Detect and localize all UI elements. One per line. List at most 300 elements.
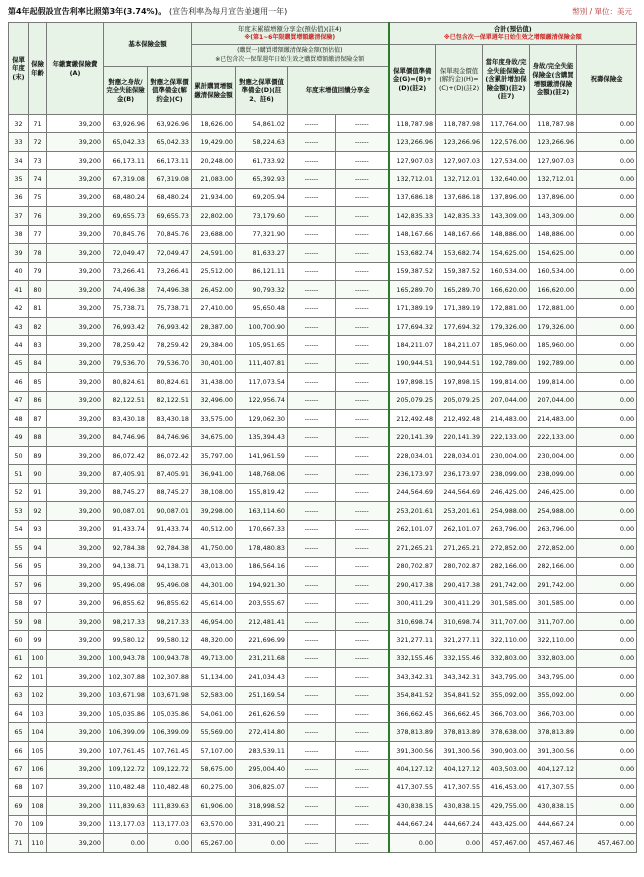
- cell-cash-value: 109,122.72: [148, 760, 192, 778]
- cell-age: 74: [29, 170, 47, 188]
- cell-death-total: 123,266.96: [530, 133, 577, 151]
- cell-increase-amount: 143,309.00: [483, 207, 530, 225]
- cell-death-total: 404,127.12: [530, 760, 577, 778]
- col-premium: 年繳實繳保險費(A): [47, 23, 104, 115]
- cell-cash-value: 84,746.96: [148, 428, 192, 446]
- group-total: [389, 23, 637, 45]
- cell-cash-value: 105,035.86: [148, 705, 192, 723]
- cell-maturity: 0.00: [577, 391, 637, 409]
- cell-year-end-dividend-b: ------: [336, 410, 389, 428]
- table-row: [9, 778, 637, 796]
- cell-total-reserve: 253,201.61: [389, 502, 436, 520]
- cell-maturity: 457,467.00: [577, 834, 637, 852]
- cell-total-surrender: 262,101.07: [436, 520, 483, 538]
- col-year-end-dividend: 年度末增值回饋分享金: [288, 67, 389, 115]
- cell-year-end-dividend-b: ------: [336, 815, 389, 833]
- cell-year-end-dividend-b: ------: [336, 446, 389, 464]
- cell-maturity: 0.00: [577, 317, 637, 335]
- cell-cash-value: 107,761.45: [148, 741, 192, 759]
- cell-cum-paidup: 51,134.00: [192, 668, 236, 686]
- cell-death-benefit: 73,266.41: [104, 262, 148, 280]
- cell-cash-value: 86,072.42: [148, 446, 192, 464]
- cell-increase-amount: 443,425.00: [483, 815, 530, 833]
- cell-death-total: 192,789.00: [530, 354, 577, 372]
- dividend-sub-note: ※已包含次一保單週年日始生效之購買增額繳清保險金額: [215, 55, 365, 63]
- cell-total-reserve: 404,127.12: [389, 760, 436, 778]
- cell-cum-paidup: 49,713.00: [192, 649, 236, 667]
- table-row: [9, 539, 637, 557]
- cell-cum-paidup: 44,301.00: [192, 575, 236, 593]
- table-row: [9, 391, 637, 409]
- cell-age: 90: [29, 465, 47, 483]
- cell-year-end-dividend-a: ------: [288, 299, 336, 317]
- cell-total-reserve: 153,682.74: [389, 244, 436, 262]
- cell-year-end-dividend-a: ------: [288, 594, 336, 612]
- cell-total-reserve: 236,173.97: [389, 465, 436, 483]
- cell-increase-amount: 355,092.00: [483, 686, 530, 704]
- cell-policy-year: 70: [9, 815, 29, 833]
- cell-death-total: 378,813.89: [530, 723, 577, 741]
- cell-maturity: 0.00: [577, 170, 637, 188]
- cell-year-end-dividend-a: ------: [288, 244, 336, 262]
- cell-total-surrender: 159,387.52: [436, 262, 483, 280]
- cell-policy-year: 38: [9, 225, 29, 243]
- cell-premium: 39,200: [47, 668, 104, 686]
- cell-year-end-dividend-b: ------: [336, 465, 389, 483]
- cell-total-reserve: 137,686.18: [389, 188, 436, 206]
- cell-death-benefit: 67,319.08: [104, 170, 148, 188]
- cell-year-end-dividend-b: ------: [336, 834, 389, 852]
- cell-total-surrender: 290,417.38: [436, 575, 483, 593]
- group-total-title: 合計(預估值): [493, 24, 532, 33]
- cell-age: 71: [29, 115, 47, 133]
- cell-age: 97: [29, 594, 47, 612]
- cell-death-benefit: 76,993.42: [104, 317, 148, 335]
- cell-total-reserve: 127,907.03: [389, 151, 436, 169]
- cell-year-end-dividend-b: ------: [336, 317, 389, 335]
- cell-cash-value: 106,399.09: [148, 723, 192, 741]
- table-row: [9, 244, 637, 262]
- cell-year-end-dividend-a: ------: [288, 797, 336, 815]
- cell-premium: 39,200: [47, 612, 104, 630]
- cell-premium: 39,200: [47, 834, 104, 852]
- cell-premium: 39,200: [47, 188, 104, 206]
- cell-total-reserve: 197,898.15: [389, 373, 436, 391]
- cell-policy-year: 41: [9, 280, 29, 298]
- cell-total-surrender: 343,342.31: [436, 668, 483, 686]
- cell-paidup-cash: 148,768.06: [236, 465, 288, 483]
- cell-year-end-dividend-b: ------: [336, 723, 389, 741]
- cell-cum-paidup: 18,626.00: [192, 115, 236, 133]
- cell-year-end-dividend-a: ------: [288, 668, 336, 686]
- cell-increase-amount: 117,764.00: [483, 115, 530, 133]
- table-row: [9, 299, 637, 317]
- cell-total-surrender: 132,712.01: [436, 170, 483, 188]
- cell-death-total: 230,004.00: [530, 446, 577, 464]
- cell-paidup-cash: 129,062.30: [236, 410, 288, 428]
- cell-policy-year: 55: [9, 539, 29, 557]
- cell-death-benefit: 83,430.18: [104, 410, 148, 428]
- cell-paidup-cash: 86,121.11: [236, 262, 288, 280]
- cell-maturity: 0.00: [577, 336, 637, 354]
- table-row: [9, 188, 637, 206]
- cell-policy-year: 44: [9, 336, 29, 354]
- cell-age: 98: [29, 612, 47, 630]
- cell-increase-amount: 154,625.00: [483, 244, 530, 262]
- cell-year-end-dividend-b: ------: [336, 483, 389, 501]
- cell-maturity: 0.00: [577, 760, 637, 778]
- cell-year-end-dividend-b: ------: [336, 705, 389, 723]
- cell-policy-year: 33: [9, 133, 29, 151]
- cell-year-end-dividend-b: ------: [336, 741, 389, 759]
- cell-premium: 39,200: [47, 299, 104, 317]
- table-row: [9, 723, 637, 741]
- cell-year-end-dividend-b: ------: [336, 244, 389, 262]
- cell-policy-year: 36: [9, 188, 29, 206]
- cell-total-reserve: 366,662.45: [389, 705, 436, 723]
- cell-premium: 39,200: [47, 115, 104, 133]
- cell-year-end-dividend-a: ------: [288, 317, 336, 335]
- cell-cash-value: 92,784.38: [148, 539, 192, 557]
- cell-year-end-dividend-b: ------: [336, 170, 389, 188]
- table-row: [9, 520, 637, 538]
- cell-year-end-dividend-a: ------: [288, 465, 336, 483]
- cell-paidup-cash: 155,819.42: [236, 483, 288, 501]
- table-row: [9, 760, 637, 778]
- cell-premium: 39,200: [47, 686, 104, 704]
- cell-premium: 39,200: [47, 741, 104, 759]
- table-row: [9, 594, 637, 612]
- cell-paidup-cash: 69,205.94: [236, 188, 288, 206]
- col-paidup-cash: 對應之保單價值準備金(D)(註2、註6): [236, 67, 288, 115]
- cell-death-benefit: 98,217.33: [104, 612, 148, 630]
- cell-increase-amount: 403,503.00: [483, 760, 530, 778]
- cell-death-total: 238,099.00: [530, 465, 577, 483]
- cell-death-benefit: 109,122.72: [104, 760, 148, 778]
- cell-paidup-cash: 261,626.59: [236, 705, 288, 723]
- cell-policy-year: 34: [9, 151, 29, 169]
- cell-cum-paidup: 32,496.00: [192, 391, 236, 409]
- cell-total-reserve: 332,155.46: [389, 649, 436, 667]
- cell-death-benefit: 106,399.09: [104, 723, 148, 741]
- cell-total-surrender: 127,907.03: [436, 151, 483, 169]
- table-row: [9, 797, 637, 815]
- cell-premium: 39,200: [47, 133, 104, 151]
- cell-total-surrender: 205,079.25: [436, 391, 483, 409]
- cell-age: 87: [29, 410, 47, 428]
- cell-cum-paidup: 27,410.00: [192, 299, 236, 317]
- cell-death-benefit: 100,943.78: [104, 649, 148, 667]
- cell-maturity: 0.00: [577, 207, 637, 225]
- cell-death-total: 391,300.56: [530, 741, 577, 759]
- cell-cum-paidup: 57,107.00: [192, 741, 236, 759]
- cell-age: 88: [29, 428, 47, 446]
- cell-cum-paidup: 43,013.00: [192, 557, 236, 575]
- table-row: [9, 741, 637, 759]
- cell-policy-year: 42: [9, 299, 29, 317]
- cell-year-end-dividend-b: ------: [336, 520, 389, 538]
- cell-paidup-cash: 306,825.07: [236, 778, 288, 796]
- cell-policy-year: 63: [9, 686, 29, 704]
- cell-total-reserve: 354,841.52: [389, 686, 436, 704]
- cell-maturity: 0.00: [577, 262, 637, 280]
- cell-age: 93: [29, 520, 47, 538]
- cell-premium: 39,200: [47, 170, 104, 188]
- cell-year-end-dividend-b: ------: [336, 225, 389, 243]
- cell-cash-value: 98,217.33: [148, 612, 192, 630]
- cell-death-total: 263,796.00: [530, 520, 577, 538]
- cell-total-surrender: 417,307.55: [436, 778, 483, 796]
- cell-total-surrender: 430,838.15: [436, 797, 483, 815]
- table-row: [9, 170, 637, 188]
- table-row: [9, 631, 637, 649]
- cell-increase-amount: 254,988.00: [483, 502, 530, 520]
- cell-age: 94: [29, 539, 47, 557]
- table-row: [9, 317, 637, 335]
- cell-premium: 39,200: [47, 446, 104, 464]
- cell-year-end-dividend-b: ------: [336, 760, 389, 778]
- cell-increase-amount: 246,425.00: [483, 483, 530, 501]
- table-row: [9, 575, 637, 593]
- cell-death-total: 214,483.00: [530, 410, 577, 428]
- cell-death-benefit: 87,405.91: [104, 465, 148, 483]
- cell-age: 79: [29, 262, 47, 280]
- cell-year-end-dividend-a: ------: [288, 170, 336, 188]
- table-row: [9, 354, 637, 372]
- cell-maturity: 0.00: [577, 483, 637, 501]
- table-row: [9, 502, 637, 520]
- cell-death-benefit: 103,671.98: [104, 686, 148, 704]
- cell-death-benefit: 99,580.12: [104, 631, 148, 649]
- cell-premium: 39,200: [47, 815, 104, 833]
- cell-death-benefit: 86,072.42: [104, 446, 148, 464]
- cell-cum-paidup: 35,797.00: [192, 446, 236, 464]
- cell-cash-value: 99,580.12: [148, 631, 192, 649]
- cell-year-end-dividend-b: ------: [336, 539, 389, 557]
- cell-year-end-dividend-b: ------: [336, 557, 389, 575]
- cell-increase-amount: 282,166.00: [483, 557, 530, 575]
- cell-death-total: 185,960.00: [530, 336, 577, 354]
- cell-policy-year: 57: [9, 575, 29, 593]
- cell-policy-year: 37: [9, 207, 29, 225]
- group-dividend: [192, 23, 389, 45]
- cell-increase-amount: 207,044.00: [483, 391, 530, 409]
- cell-death-benefit: 82,122.51: [104, 391, 148, 409]
- cell-paidup-cash: 81,633.27: [236, 244, 288, 262]
- cell-total-surrender: 190,944.51: [436, 354, 483, 372]
- cell-maturity: 0.00: [577, 797, 637, 815]
- cell-cum-paidup: 40,512.00: [192, 520, 236, 538]
- cell-premium: 39,200: [47, 778, 104, 796]
- cell-death-total: 154,625.00: [530, 244, 577, 262]
- cell-cum-paidup: 60,275.00: [192, 778, 236, 796]
- cell-death-total: 143,309.00: [530, 207, 577, 225]
- cell-age: 89: [29, 446, 47, 464]
- cell-premium: 39,200: [47, 502, 104, 520]
- cell-age: 102: [29, 686, 47, 704]
- cell-total-reserve: 343,342.31: [389, 668, 436, 686]
- table-row: [9, 225, 637, 243]
- cell-age: 75: [29, 188, 47, 206]
- cell-total-reserve: 417,307.55: [389, 778, 436, 796]
- cell-cum-paidup: 34,675.00: [192, 428, 236, 446]
- table-row: [9, 668, 637, 686]
- cell-total-reserve: 205,079.25: [389, 391, 436, 409]
- cell-cash-value: 94,138.71: [148, 557, 192, 575]
- cell-year-end-dividend-a: ------: [288, 612, 336, 630]
- cell-paidup-cash: 58,224.63: [236, 133, 288, 151]
- cell-cum-paidup: 46,954.00: [192, 612, 236, 630]
- cell-total-surrender: 378,813.89: [436, 723, 483, 741]
- cell-year-end-dividend-b: ------: [336, 354, 389, 372]
- cell-total-reserve: 184,211.07: [389, 336, 436, 354]
- group-total-note: ※已包含次一保單週年日始生效之增額繳清保險金額: [443, 33, 582, 41]
- cell-year-end-dividend-b: ------: [336, 594, 389, 612]
- cell-cash-value: 87,405.91: [148, 465, 192, 483]
- cell-cash-value: 90,087.01: [148, 502, 192, 520]
- cell-death-total: 417,307.55: [530, 778, 577, 796]
- col-increase-amount: 當年度身故/完全失能保險金(含累計增加保險金額)(註2)(註7): [483, 45, 530, 115]
- cell-cum-paidup: 25,512.00: [192, 262, 236, 280]
- cell-cash-value: 111,839.63: [148, 797, 192, 815]
- cell-total-surrender: 366,662.45: [436, 705, 483, 723]
- col-cum-paidup: 累計購買增額繳清保險金額: [192, 67, 236, 115]
- cell-total-reserve: 220,141.39: [389, 428, 436, 446]
- col-death-total: 身故/完全失能保險金(含購買增額繳清保險金額)(註2): [530, 45, 577, 115]
- cell-total-surrender: 153,682.74: [436, 244, 483, 262]
- table-row: [9, 446, 637, 464]
- title-subtitle: (宣告利率為每月宣告並適用一年): [169, 7, 288, 16]
- table-row: [9, 207, 637, 225]
- cell-cum-paidup: 24,591.00: [192, 244, 236, 262]
- cell-death-total: 160,534.00: [530, 262, 577, 280]
- cell-year-end-dividend-a: ------: [288, 705, 336, 723]
- cell-total-reserve: 300,411.29: [389, 594, 436, 612]
- cell-premium: 39,200: [47, 539, 104, 557]
- cell-paidup-cash: 90,793.32: [236, 280, 288, 298]
- cell-death-total: 148,886.00: [530, 225, 577, 243]
- cell-cash-value: 76,993.42: [148, 317, 192, 335]
- cell-maturity: 0.00: [577, 649, 637, 667]
- cell-cum-paidup: 36,941.00: [192, 465, 236, 483]
- group-dividend-title: 年度末累積增額分享金(預估值)(註4): [238, 24, 342, 33]
- cell-year-end-dividend-a: ------: [288, 631, 336, 649]
- cell-policy-year: 65: [9, 723, 29, 741]
- cell-policy-year: 45: [9, 354, 29, 372]
- cell-death-total: 343,795.00: [530, 668, 577, 686]
- cell-year-end-dividend-a: ------: [288, 428, 336, 446]
- cell-increase-amount: 230,004.00: [483, 446, 530, 464]
- cell-death-benefit: 79,536.70: [104, 354, 148, 372]
- cell-death-total: 291,742.00: [530, 575, 577, 593]
- cell-paidup-cash: 186,564.16: [236, 557, 288, 575]
- cell-cum-paidup: 29,384.00: [192, 336, 236, 354]
- cell-cash-value: 80,824.61: [148, 373, 192, 391]
- cell-maturity: 0.00: [577, 428, 637, 446]
- cell-year-end-dividend-a: ------: [288, 760, 336, 778]
- cell-total-surrender: 280,702.87: [436, 557, 483, 575]
- cell-death-total: 222,133.00: [530, 428, 577, 446]
- cell-total-reserve: 271,265.21: [389, 539, 436, 557]
- cell-paidup-cash: 318,998.52: [236, 797, 288, 815]
- cell-paidup-cash: 100,700.90: [236, 317, 288, 335]
- cell-death-total: 322,110.00: [530, 631, 577, 649]
- cell-total-reserve: 228,034.01: [389, 446, 436, 464]
- cell-policy-year: 43: [9, 317, 29, 335]
- cell-policy-year: 61: [9, 649, 29, 667]
- cell-policy-year: 60: [9, 631, 29, 649]
- table-row: [9, 686, 637, 704]
- cell-age: 73: [29, 151, 47, 169]
- cell-maturity: 0.00: [577, 705, 637, 723]
- cell-maturity: 0.00: [577, 539, 637, 557]
- cell-increase-amount: 132,640.00: [483, 170, 530, 188]
- cell-maturity: 0.00: [577, 815, 637, 833]
- cell-maturity: 0.00: [577, 151, 637, 169]
- cell-year-end-dividend-a: ------: [288, 280, 336, 298]
- cell-cum-paidup: 19,429.00: [192, 133, 236, 151]
- cell-cash-value: 102,307.88: [148, 668, 192, 686]
- cell-total-reserve: 262,101.07: [389, 520, 436, 538]
- cell-cash-value: 66,173.11: [148, 151, 192, 169]
- dividend-sub-header: [192, 45, 389, 67]
- cell-increase-amount: 160,534.00: [483, 262, 530, 280]
- cell-premium: 39,200: [47, 760, 104, 778]
- cell-age: 107: [29, 778, 47, 796]
- cell-total-surrender: 228,034.01: [436, 446, 483, 464]
- cell-total-reserve: 142,835.33: [389, 207, 436, 225]
- cell-year-end-dividend-a: ------: [288, 502, 336, 520]
- cell-death-benefit: 113,177.03: [104, 815, 148, 833]
- cell-cum-paidup: 55,569.00: [192, 723, 236, 741]
- cell-policy-year: 40: [9, 262, 29, 280]
- cell-maturity: 0.00: [577, 741, 637, 759]
- cell-total-surrender: 244,564.69: [436, 483, 483, 501]
- cell-death-benefit: 90,087.01: [104, 502, 148, 520]
- cell-maturity: 0.00: [577, 668, 637, 686]
- cell-total-reserve: 321,277.11: [389, 631, 436, 649]
- col-death-benefit: 對應之身故/完全失能保險金(B): [104, 67, 148, 115]
- cell-age: 72: [29, 133, 47, 151]
- cell-increase-amount: 272,852.00: [483, 539, 530, 557]
- cell-death-benefit: 95,496.08: [104, 575, 148, 593]
- cell-paidup-cash: 170,667.33: [236, 520, 288, 538]
- cell-maturity: 0.00: [577, 631, 637, 649]
- cell-age: 105: [29, 741, 47, 759]
- col-age: 保險年齡: [29, 23, 47, 115]
- cell-increase-amount: 192,789.00: [483, 354, 530, 372]
- cell-total-surrender: 212,492.48: [436, 410, 483, 428]
- title-text: 第4年起假設宣告利率比照第3年(3.74%)。: [8, 7, 167, 16]
- cell-cum-paidup: 63,570.00: [192, 815, 236, 833]
- cell-total-reserve: 444,667.24: [389, 815, 436, 833]
- cell-paidup-cash: 212,481.41: [236, 612, 288, 630]
- cell-age: 78: [29, 244, 47, 262]
- cell-paidup-cash: 73,179.60: [236, 207, 288, 225]
- cell-year-end-dividend-a: ------: [288, 188, 336, 206]
- cell-age: 81: [29, 299, 47, 317]
- cell-paidup-cash: 283,539.11: [236, 741, 288, 759]
- cell-premium: 39,200: [47, 705, 104, 723]
- cell-year-end-dividend-a: ------: [288, 207, 336, 225]
- cell-paidup-cash: 241,034.43: [236, 668, 288, 686]
- cell-premium: 39,200: [47, 428, 104, 446]
- cell-year-end-dividend-a: ------: [288, 336, 336, 354]
- cell-year-end-dividend-b: ------: [336, 686, 389, 704]
- col-total-reserve: 保單價值準備金(G)=(B)+(D)(註2): [389, 45, 436, 115]
- cell-year-end-dividend-b: ------: [336, 778, 389, 796]
- cell-cum-paidup: 21,934.00: [192, 188, 236, 206]
